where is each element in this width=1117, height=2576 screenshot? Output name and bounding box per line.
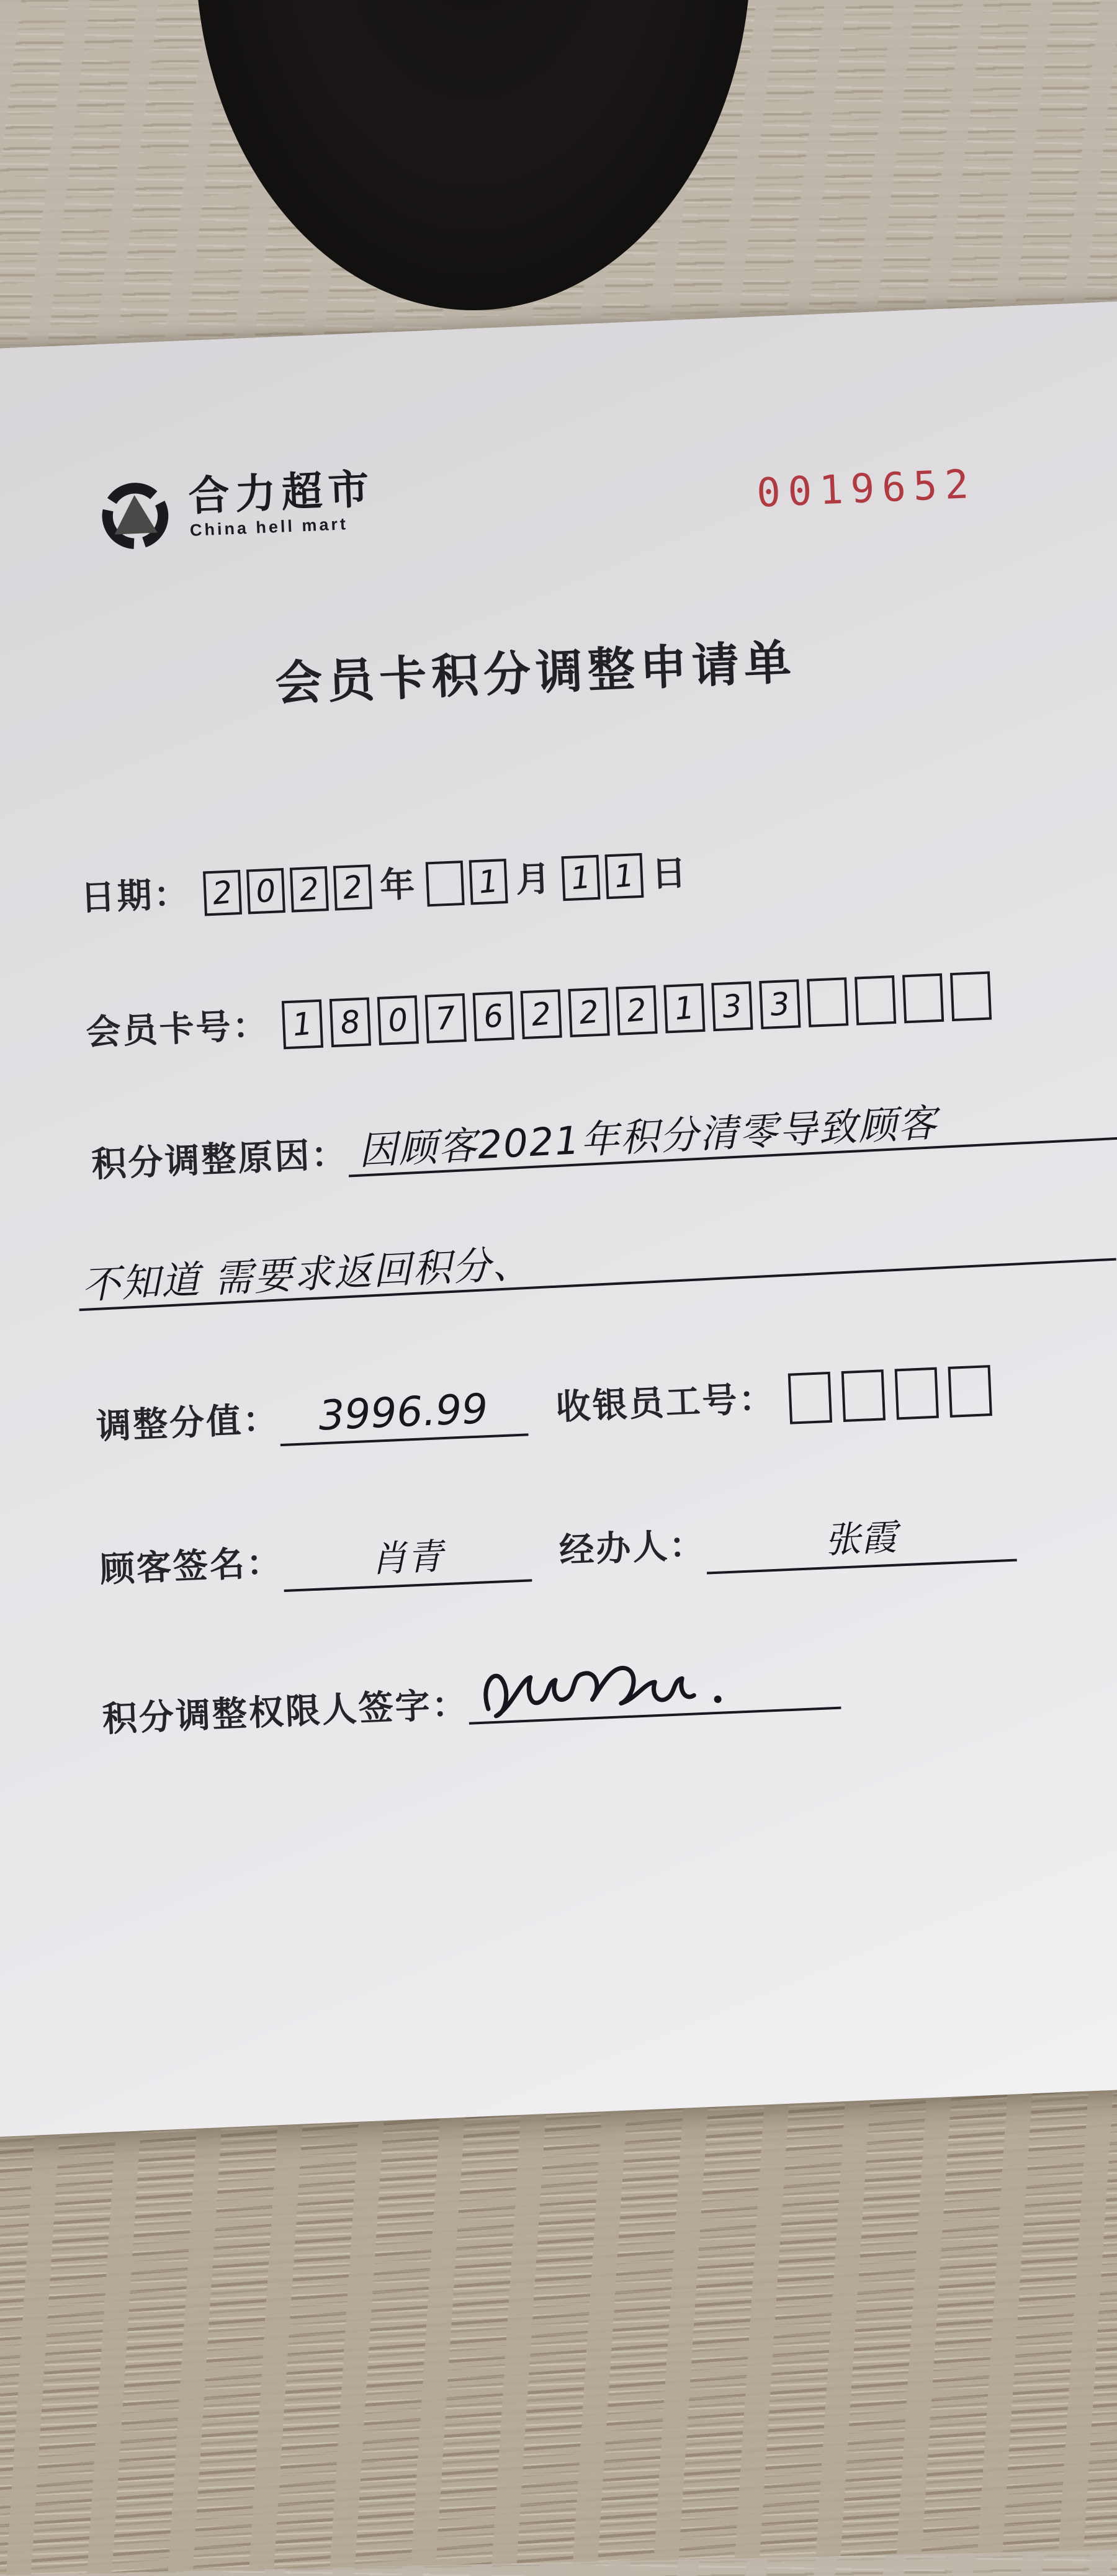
handwritten-digit: 6 xyxy=(482,997,505,1035)
signature-row xyxy=(99,1503,1017,1600)
handwritten-digit: 3 xyxy=(720,987,744,1026)
customer-sign-label: 顾客签名： xyxy=(99,1543,284,1590)
digit-box xyxy=(948,1365,992,1418)
handwritten-digit: 2 xyxy=(529,995,553,1034)
authority-signature-line xyxy=(467,1647,841,1725)
wood-desk-lower xyxy=(0,2052,1117,2575)
handwritten-digit: 2 xyxy=(297,870,321,908)
card-number-boxes xyxy=(282,971,1000,1049)
handler-signature: 张霞 xyxy=(704,1503,1016,1575)
cashier-id-boxes xyxy=(788,1364,1003,1424)
handwritten-digit: 2 xyxy=(210,874,235,912)
handwritten-digit: 1 xyxy=(569,859,593,897)
digit-box xyxy=(562,855,601,901)
date-row xyxy=(79,851,695,921)
handwritten-digit: 8 xyxy=(338,1003,362,1042)
store-logo xyxy=(96,468,377,555)
day-unit: 日 xyxy=(650,854,689,895)
month-unit: 月 xyxy=(514,859,554,900)
digit-box xyxy=(950,972,992,1022)
handwritten-digit: 7 xyxy=(434,999,457,1037)
handwritten-digit: 2 xyxy=(341,869,364,906)
digit-box xyxy=(203,870,242,916)
customer-signature: 肖青 xyxy=(282,1523,532,1592)
digit-box xyxy=(330,997,371,1047)
store-logo-text xyxy=(187,468,376,540)
date-label: 日期： xyxy=(79,875,191,918)
handwritten-digit: 2 xyxy=(625,991,648,1029)
application-form-paper xyxy=(0,301,1117,2137)
dark-object-top xyxy=(195,0,751,310)
handler-label: 经办人： xyxy=(558,1526,707,1571)
authority-sign-row xyxy=(101,1647,841,1740)
digit-box xyxy=(759,979,801,1029)
digit-box xyxy=(604,853,644,899)
member-card-row xyxy=(85,971,1000,1058)
heli-logo-icon xyxy=(96,476,174,555)
digit-box xyxy=(711,982,753,1032)
digit-box xyxy=(895,1367,939,1420)
reason-row-2 xyxy=(77,1219,1116,1307)
digit-box xyxy=(521,990,562,1040)
digit-box xyxy=(290,866,329,912)
year-unit: 年 xyxy=(379,865,418,906)
digit-box xyxy=(469,859,508,905)
digit-box xyxy=(246,868,285,914)
digit-box xyxy=(807,977,848,1027)
reason-row-1 xyxy=(91,1098,1117,1186)
authority-sign-label: 积分调整权限人签字： xyxy=(101,1685,469,1740)
handwritten-digit: 1 xyxy=(673,989,696,1027)
adjust-value-handwriting: 3996.99 xyxy=(278,1383,528,1446)
cashier-id-label: 收银员工号： xyxy=(555,1379,776,1428)
handwritten-digit: 1 xyxy=(477,862,500,901)
digit-box xyxy=(426,861,465,906)
reason-label: 积分调整原因： xyxy=(91,1135,349,1185)
digit-box xyxy=(425,993,467,1044)
handwritten-digit: 2 xyxy=(577,993,601,1032)
day-boxes xyxy=(562,852,650,901)
digit-box xyxy=(473,991,514,1042)
digit-box xyxy=(568,987,609,1037)
adjust-value-label: 调整分值： xyxy=(96,1400,280,1447)
adjust-value-row xyxy=(96,1363,1003,1454)
store-name-en: China hell mart xyxy=(189,514,349,540)
digit-box xyxy=(788,1371,832,1424)
digit-box xyxy=(333,864,372,910)
store-name-cn: 合力超市 xyxy=(187,467,376,520)
digit-box xyxy=(902,973,944,1024)
handwritten-digit: 3 xyxy=(768,985,792,1024)
digit-box xyxy=(377,995,419,1045)
digit-box xyxy=(855,975,896,1026)
reason-handwriting-line1: 因顾客2021年积分清零导致顾客 xyxy=(347,1094,1117,1177)
serial-number: 0019652 xyxy=(755,461,977,517)
handwritten-digit: 0 xyxy=(386,1001,410,1039)
authority-signature-scribble xyxy=(472,1646,742,1725)
month-boxes xyxy=(426,859,514,907)
form-title: 会员卡积分调整申请单 xyxy=(274,637,797,711)
digit-box xyxy=(841,1369,886,1422)
digit-box xyxy=(663,983,705,1034)
reason-handwriting-line2: 不知道 需要求返回积分、 xyxy=(77,1216,1116,1312)
handwritten-digit: 0 xyxy=(254,872,278,910)
card-number-label: 会员卡号： xyxy=(85,1006,270,1053)
handwritten-digit: 1 xyxy=(290,1005,315,1044)
handwritten-digit: 1 xyxy=(612,857,636,895)
year-boxes xyxy=(203,864,379,916)
digit-box xyxy=(282,1000,323,1050)
digit-box xyxy=(616,985,657,1035)
